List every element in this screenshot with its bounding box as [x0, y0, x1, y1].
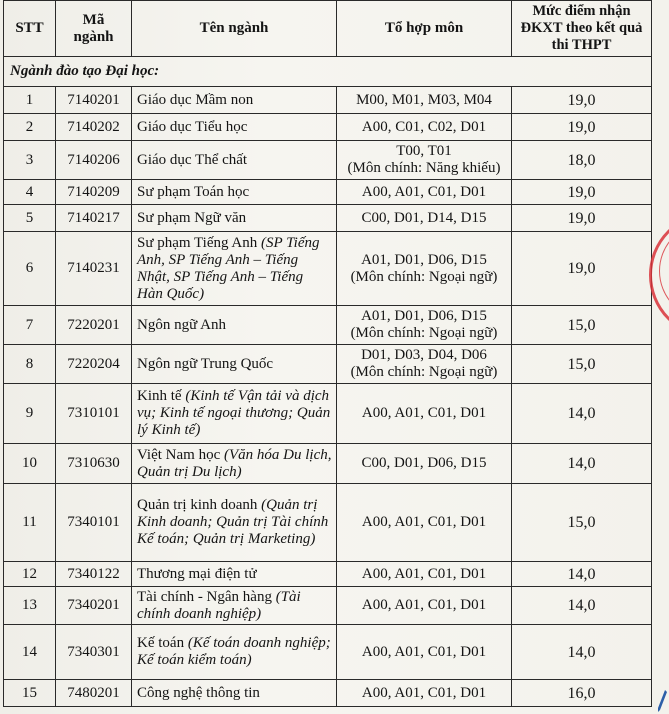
row-stt: 8	[4, 345, 56, 384]
row-name-main: Kế toán	[137, 635, 188, 651]
table-row	[4, 562, 652, 587]
row-name-sub: (Kinh tế Vận tải và dịch vụ; Kinh tế ngoại thương; Quản lý Kinh tế)	[137, 388, 331, 438]
row-score: 18,0	[512, 141, 652, 180]
row-name-main: Việt Nam học	[137, 446, 224, 463]
row-name-main: Thương mại điện tử	[137, 565, 257, 582]
row-combo	[337, 306, 512, 345]
row-name	[132, 680, 337, 707]
row-combo-note: (Môn chính: Ngoại ngữ)	[350, 268, 498, 285]
row-name	[132, 87, 337, 114]
row-stt: 3	[4, 141, 56, 180]
header-row	[4, 1, 652, 57]
header-name: Tên ngành	[132, 1, 337, 57]
row-combo	[337, 114, 512, 141]
table-row	[4, 180, 652, 205]
row-stt: 12	[4, 562, 56, 587]
table-row	[4, 306, 652, 345]
table-row	[4, 680, 652, 707]
row-name-main: Quản trị kinh doanh	[137, 497, 262, 513]
row-combo-note: (Môn chính: Ngoại ngữ)	[350, 325, 498, 341]
row-code: 7220201	[56, 306, 132, 345]
section-row	[4, 57, 652, 87]
row-combo	[337, 587, 512, 625]
row-score: 19,0	[512, 205, 652, 232]
row-code: 7140209	[56, 180, 132, 205]
row-stt: 10	[4, 444, 56, 484]
pen-icon	[657, 690, 667, 712]
row-combo-main: A01, D01, D06, D15	[361, 251, 487, 268]
row-name-main: Giáo dục Thể chất	[137, 151, 248, 168]
row-name	[132, 444, 337, 484]
row-combo-note: (Môn chính: Năng khiếu)	[347, 160, 501, 176]
row-name-main: Sư phạm Ngữ văn	[137, 209, 247, 226]
header-stt: STT	[4, 1, 56, 57]
row-combo	[337, 625, 512, 680]
row-combo-main: A00, A01, C01, D01	[361, 183, 487, 200]
row-name	[132, 180, 337, 205]
row-name-sub: (SP Tiếng Anh, SP Tiếng Anh – Tiếng Nhật, SP Tiếng Anh – Tiếng Hàn Quốc)	[137, 234, 320, 302]
header-score: Mức điểm nhận ĐKXT theo kết quả thi THPT	[512, 1, 652, 57]
row-stt: 13	[4, 587, 56, 625]
row-code: 7310101	[56, 384, 132, 444]
row-code: 7140231	[56, 232, 132, 306]
row-combo	[337, 345, 512, 384]
section-title: Ngành đào tạo Đại học:	[4, 57, 652, 87]
row-stt: 2	[4, 114, 56, 141]
row-combo	[337, 87, 512, 114]
row-combo-main: C00, D01, D06, D15	[361, 455, 487, 471]
row-name	[132, 205, 337, 232]
row-score: 19,0	[512, 87, 652, 114]
row-combo-main: A00, A01, C01, D01	[361, 405, 487, 421]
table-row	[4, 205, 652, 232]
row-name	[132, 345, 337, 384]
row-name-main: Sư phạm Toán học	[137, 183, 250, 200]
admission-score-table	[3, 0, 652, 707]
row-combo	[337, 141, 512, 180]
row-name	[132, 141, 337, 180]
row-name	[132, 484, 337, 562]
row-name-main: Công nghệ thông tin	[137, 684, 260, 701]
table-row	[4, 444, 652, 484]
row-name	[132, 114, 337, 141]
row-stt: 4	[4, 180, 56, 205]
row-combo-main: A00, A01, C01, D01	[361, 643, 487, 660]
row-name	[132, 625, 337, 680]
row-score: 19,0	[512, 114, 652, 141]
row-stt: 1	[4, 87, 56, 114]
table-row	[4, 587, 652, 625]
row-score: 19,0	[512, 180, 652, 205]
row-combo	[337, 484, 512, 562]
row-score: 14,0	[512, 444, 652, 484]
row-combo	[337, 232, 512, 306]
table-row	[4, 345, 652, 384]
row-stt: 14	[4, 625, 56, 680]
row-name	[132, 306, 337, 345]
row-combo-note: (Môn chính: Ngoại ngữ)	[350, 364, 498, 380]
row-code: 7140217	[56, 205, 132, 232]
table-row	[4, 232, 652, 306]
row-code: 7310630	[56, 444, 132, 484]
row-score: 16,0	[512, 680, 652, 707]
row-name	[132, 562, 337, 587]
row-code: 7340101	[56, 484, 132, 562]
row-combo	[337, 384, 512, 444]
row-combo	[337, 444, 512, 484]
row-stt: 6	[4, 232, 56, 306]
row-combo	[337, 205, 512, 232]
row-code: 7480201	[56, 680, 132, 707]
row-combo	[337, 180, 512, 205]
row-stt: 11	[4, 484, 56, 562]
row-name	[132, 232, 337, 306]
row-score: 14,0	[512, 587, 652, 625]
table-row	[4, 384, 652, 444]
row-combo-main: C00, D01, D14, D15	[361, 209, 487, 226]
row-name-main: Sư phạm Tiếng Anh	[137, 234, 261, 251]
row-name-sub: (Kế toán doanh nghiệp; Kế toán kiểm toán)	[137, 635, 331, 668]
row-score: 19,0	[512, 232, 652, 306]
row-stt: 5	[4, 205, 56, 232]
row-combo-main: M00, M01, M03, M04	[356, 91, 492, 108]
row-stt: 7	[4, 306, 56, 345]
header-code: Mã ngành	[56, 1, 132, 57]
row-score: 14,0	[512, 562, 652, 587]
row-combo-main: A00, A01, C01, D01	[361, 565, 487, 582]
row-score: 15,0	[512, 306, 652, 345]
row-combo-main: A01, D01, D06, D15	[361, 308, 487, 324]
row-name-main: Kinh tế	[137, 388, 186, 404]
row-score: 14,0	[512, 625, 652, 680]
row-code: 7140201	[56, 87, 132, 114]
row-score: 15,0	[512, 484, 652, 562]
row-combo-main: A00, A01, C01, D01	[361, 514, 487, 530]
row-score: 14,0	[512, 384, 652, 444]
row-combo-main: D01, D03, D04, D06	[361, 347, 487, 363]
row-name-sub: (Quản trị Kinh doanh; Quản trị Tài chính Kế toán; Quản trị Marketing)	[137, 497, 329, 547]
row-combo-main: A00, A01, C01, D01	[361, 597, 487, 613]
table-row	[4, 114, 652, 141]
row-name-sub: (Tài chính doanh nghiệp)	[137, 588, 301, 622]
header-combo: Tổ hợp môn	[337, 1, 512, 57]
row-stt: 15	[4, 680, 56, 707]
table-row	[4, 141, 652, 180]
red-stamp-seal	[647, 212, 669, 332]
table-row	[4, 87, 652, 114]
row-code: 7220204	[56, 345, 132, 384]
row-combo	[337, 680, 512, 707]
row-name-main: Giáo dục Tiểu học	[137, 118, 248, 135]
row-name-sub: (Văn hóa Du lịch, Quản trị Du lịch)	[137, 446, 332, 480]
table-row	[4, 484, 652, 562]
row-stt: 9	[4, 384, 56, 444]
row-name	[132, 384, 337, 444]
row-combo	[337, 562, 512, 587]
row-code: 7340201	[56, 587, 132, 625]
row-score: 15,0	[512, 345, 652, 384]
row-code: 7340301	[56, 625, 132, 680]
row-code: 7140202	[56, 114, 132, 141]
row-name-main: Giáo dục Mầm non	[137, 91, 254, 108]
row-name	[132, 587, 337, 625]
row-name-main: Ngôn ngữ Trung Quốc	[137, 355, 274, 372]
row-name-main: Ngôn ngữ Anh	[137, 316, 226, 333]
row-combo-main: A00, A01, C01, D01	[361, 684, 487, 701]
row-code: 7340122	[56, 562, 132, 587]
row-code: 7140206	[56, 141, 132, 180]
table-row	[4, 625, 652, 680]
row-name-main: Tài chính - Ngân hàng	[137, 588, 276, 605]
row-combo-main: T00, T01	[396, 143, 452, 159]
row-combo-main: A00, C01, C02, D01	[361, 118, 487, 135]
